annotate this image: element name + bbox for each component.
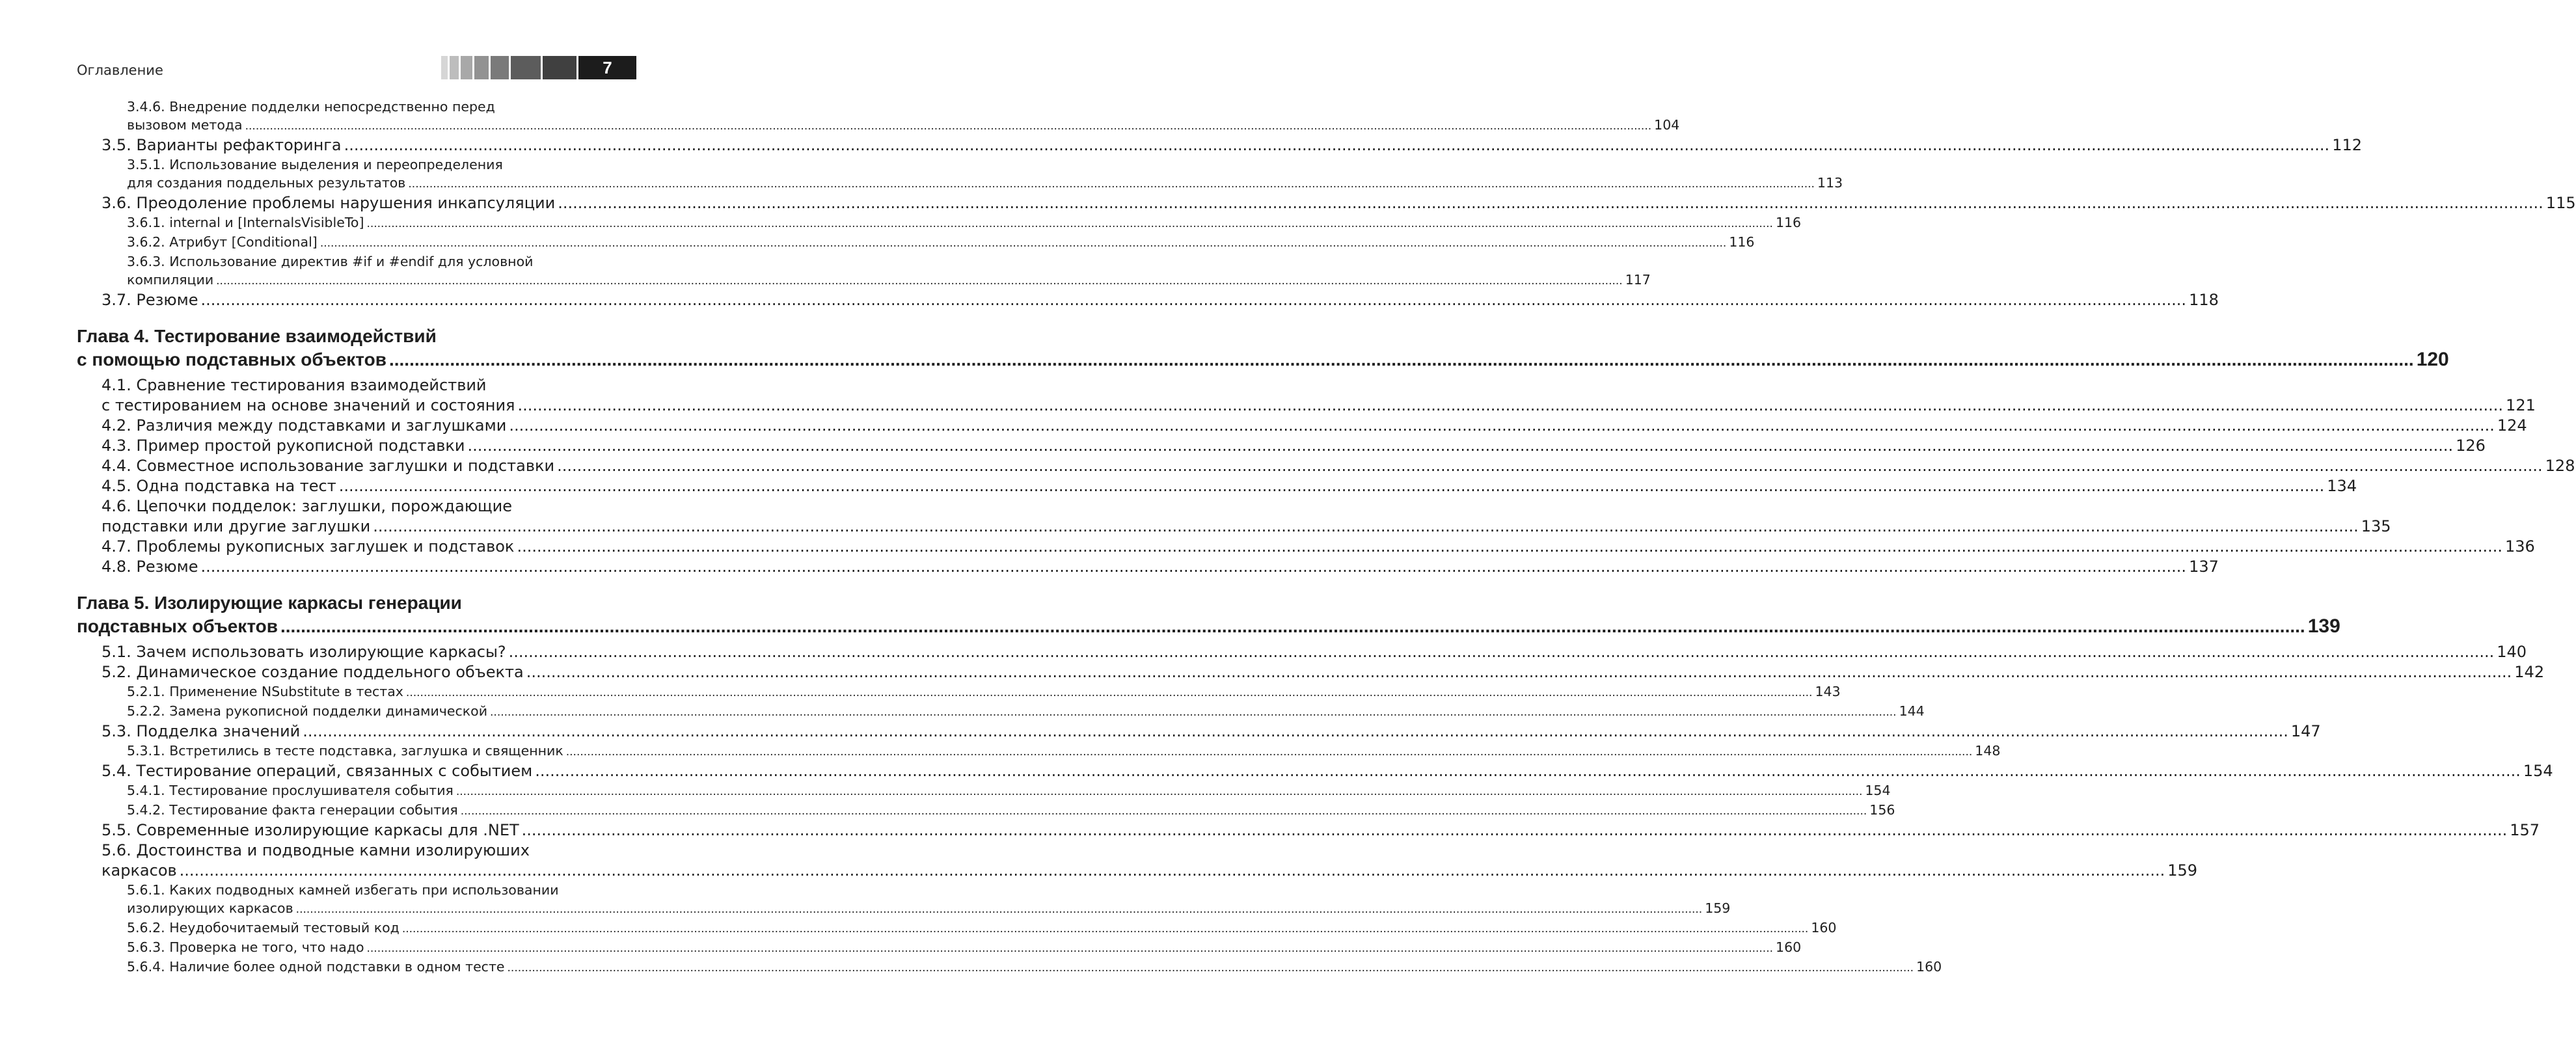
entry-line [127,958,1942,977]
entry-line [102,193,2576,213]
entry-title: 4.4. Совместное использование заглушки и подставки [102,457,555,475]
toc-entry [77,436,2486,456]
entry-page-number: 159 [2167,861,2198,880]
dot-leader: ................................................................................................................................................................................................................................................................................................................................................................................................................ [460,805,1867,818]
dot-leader: ................................................................................................................................................................................................................................................................................................................................................................................................................ [405,686,1813,699]
entry-title: 4.8. Резюме [102,558,198,576]
entry-line [127,919,1837,938]
toc-entry [77,702,1925,721]
dot-leader: ................................................................................................................................................................................................................................................................................................................................................................................................................ [319,237,1727,250]
toc-entry [77,496,2391,537]
dot-leader: ................................................................................................................................................................................................................................................................................................................................................................................................................ [517,396,2504,414]
toc-entry [77,155,1843,193]
entry-page-number: 120 [2416,349,2449,370]
toc-entry [77,742,2001,761]
dot-leader: ................................................................................................................................................................................................................................................................................................................................................................................................................ [508,643,2495,661]
entry-line [102,436,2486,456]
entry-title: 4.5. Одна подставка на тест [102,477,336,495]
entry-page-number: 116 [1775,215,1802,230]
entry-line [127,742,2001,761]
entry-title-continuation: компиляции [127,272,214,288]
entry-line [102,662,2545,682]
toc-entry [77,958,1942,977]
entry-title: 4.3. Пример простой рукописной подставки [102,437,465,455]
toc-entry [77,135,2362,155]
page-header [77,56,636,82]
entry-line [127,801,1895,820]
dot-leader: ................................................................................................................................................................................................................................................................................................................................................................................................................ [408,178,1815,191]
entry-page-number: 104 [1654,117,1680,133]
dot-leader: ................................................................................................................................................................................................................................................................................................................................................................................................................ [216,275,1623,288]
entry-line [127,116,1680,135]
entry-line [127,233,1755,252]
entry-title-continuation: подставных объектов [77,616,278,636]
dot-leader: ................................................................................................................................................................................................................................................................................................................................................................................................................ [366,217,1773,230]
dot-leader: ................................................................................................................................................................................................................................................................................................................................................................................................................ [401,922,1809,936]
entry-line [127,174,1843,193]
entry-page-number: 113 [1817,175,1843,191]
entry-title: 5.4.1. Тестирование прослушивателя события [127,783,454,798]
dot-leader: ................................................................................................................................................................................................................................................................................................................................................................................................................ [179,861,2165,880]
toc-entry [77,919,1837,938]
toc-entry [77,781,1891,801]
dot-leader: ................................................................................................................................................................................................................................................................................................................................................................................................................ [200,558,2187,576]
decor-bar [461,56,472,79]
entry-title: 5.3. Подделка значений [102,722,301,740]
dot-leader: ................................................................................................................................................................................................................................................................................................................................................................................................................ [344,136,2330,154]
toc-entry [77,642,2527,662]
dot-leader: ................................................................................................................................................................................................................................................................................................................................................................................................................ [388,349,2414,370]
entry-title: 5.3.1. Встретились в тесте подставка, заглушка и священник [127,743,563,759]
chapter-entry [77,591,2340,638]
entry-title: 4.7. Проблемы рукописных заглушек и подставок [102,537,515,556]
dot-leader: ................................................................................................................................................................................................................................................................................................................................................................................................................ [338,477,2325,495]
dot-leader: ................................................................................................................................................................................................................................................................................................................................................................................................................ [526,663,2512,681]
entry-line [102,135,2362,155]
decor-bar [543,56,576,79]
entry-title: 3.5.1. Использование выделения и переопределения [127,157,503,172]
entry-line [102,416,2527,436]
entry-title: 5.6.2. Неудобочитаемый тестовый код [127,920,400,936]
toc-entry [77,290,2219,310]
entry-title: 3.6.3. Использование директив #if и #endif для условной [127,254,534,269]
page-number: 7 [578,56,636,79]
toc-entry [77,193,2576,213]
dot-leader: ................................................................................................................................................................................................................................................................................................................................................................................................................ [373,517,2359,535]
entry-title-continuation: подставки или другие заглушки [102,517,371,535]
entry-page-number: 116 [1729,234,1755,250]
entry-title: 5.2.2. Замена рукописной подделки динамической [127,703,488,719]
entry-page-number: 126 [2456,437,2486,455]
toc-entry [77,213,1802,233]
toc-entry [77,820,2540,841]
decor-bar [491,56,509,79]
dot-leader: ................................................................................................................................................................................................................................................................................................................................................................................................................ [455,785,1863,798]
entry-line [102,517,2391,537]
entry-title: 5.6.1. Каких подводных камней избегать при использовании [127,882,559,898]
entry-page-number: 156 [1869,802,1895,818]
decor-bar [511,56,541,79]
toc-entry [77,761,2553,781]
entry-title: 3.7. Резюме [102,291,198,309]
dot-leader: ................................................................................................................................................................................................................................................................................................................................................................................................................ [303,722,2288,740]
entry-title: 5.5. Современные изолирующие каркасы для .NET [102,821,519,839]
entry-page-number: 140 [2497,643,2527,661]
dot-leader: ................................................................................................................................................................................................................................................................................................................................................................................................................ [280,616,2305,636]
dot-leader: ................................................................................................................................................................................................................................................................................................................................................................................................................ [507,962,1914,975]
toc-entry [77,252,1651,290]
entry-page-number: 154 [1865,783,1891,798]
entry-title: 5.6.3. Проверка не того, что надо [127,939,364,955]
dot-leader: ................................................................................................................................................................................................................................................................................................................................................................................................................ [509,416,2495,435]
toc-entry [77,537,2535,557]
entry-page-number: 148 [1975,743,2001,759]
dot-leader: ................................................................................................................................................................................................................................................................................................................................................................................................................ [517,537,2502,556]
entry-page-number: 115 [2545,194,2576,212]
entry-page-number: 135 [2361,517,2391,535]
entry-page-number: 143 [1815,684,1841,699]
entry-line [102,721,2321,742]
entry-title: 5.4. Тестирование операций, связанных с событием [102,762,533,780]
entry-title: 4.1. Сравнение тестирования взаимодействий [102,376,487,394]
entry-page-number: 124 [2497,416,2527,435]
toc-entry [77,881,1731,919]
decor-bar [474,56,489,79]
entry-title: 3.6.1. internal и [InternalsVisibleTo] [127,215,364,230]
dot-leader: ................................................................................................................................................................................................................................................................................................................................................................................................................ [521,821,2508,839]
decor-bar [450,56,459,79]
dot-leader: ................................................................................................................................................................................................................................................................................................................................................................................................................ [200,291,2187,309]
dot-leader: ................................................................................................................................................................................................................................................................................................................................................................................................................ [467,437,2454,455]
entry-page-number: 160 [1811,920,1837,936]
entry-line [127,938,1802,958]
dot-leader: ................................................................................................................................................................................................................................................................................................................................................................................................................ [245,120,1652,133]
chapter-entry [77,325,2449,371]
entry-line [102,290,2219,310]
entry-page-number: 136 [2505,537,2535,556]
entry-title: 4.2. Различия между подставками и заглушками [102,416,507,435]
entry-line [127,271,1651,290]
toc-entry [77,721,2321,742]
entry-line [102,642,2527,662]
toc-entry [77,98,1680,135]
entry-title-continuation: с помощью подставных объектов [77,349,386,370]
entry-line [102,761,2553,781]
toc-entry [77,662,2545,682]
entry-page-number: 128 [2545,457,2575,475]
entry-page-number: 144 [1899,703,1925,719]
entry-title: Глава 4. Тестирование взаимодействий [77,326,437,346]
entry-line [127,213,1802,233]
table-of-contents [77,98,2576,977]
decor-bar [441,56,448,79]
toc-entry [77,801,1895,820]
entry-page-number: 154 [2523,762,2553,780]
entry-page-number: 157 [2510,821,2540,839]
entry-page-number: 147 [2290,722,2321,740]
toc-entry [77,456,2575,476]
entry-title-continuation: с тестированием на основе значений и состояния [102,396,515,414]
entry-title-continuation: изолирующих каркасов [127,900,293,916]
entry-line [127,682,1841,702]
toc-entry [77,938,1802,958]
entry-line [127,702,1925,721]
entry-line [77,348,2449,371]
dot-leader: ................................................................................................................................................................................................................................................................................................................................................................................................................ [558,194,2543,212]
entry-title: 5.2. Динамическое создание поддельного объекта [102,663,524,681]
entry-title: 3.6. Преодоление проблемы нарушения инкапсуляции [102,194,556,212]
toc-entry [77,476,2357,496]
entry-page-number: 160 [1776,939,1802,955]
entry-title: 5.1. Зачем использовать изолирующие каркасы? [102,643,506,661]
toc-entry [77,416,2527,436]
entry-title: 3.5. Варианты рефакторинга [102,136,342,154]
entry-line [102,861,2198,881]
entry-title: 5.4.2. Тестирование факта генерации события [127,802,458,818]
toc-entry [77,682,1841,702]
entry-title-continuation: каркасов [102,861,177,880]
entry-page-number: 121 [2506,396,2536,414]
entry-page-number: 134 [2327,477,2357,495]
entry-page-number: 159 [1705,900,1731,916]
entry-page-number: 137 [2189,558,2219,576]
entry-line [102,557,2219,577]
entry-line [102,476,2357,496]
entry-line [102,820,2540,841]
entry-page-number: 139 [2307,615,2340,637]
entry-line [77,615,2340,638]
entry-title: 4.6. Цепочки подделок: заглушки, порождающие [102,497,512,515]
entry-title: 5.2.1. Применение NSubstitute в тестах [127,684,403,699]
entry-title-continuation: вызовом метода [127,117,243,133]
dot-leader: ................................................................................................................................................................................................................................................................................................................................................................................................................ [565,746,1973,759]
entry-title-continuation: для создания поддельных результатов [127,175,406,191]
entry-title: 5.6. Достоинства и подводные камни изолируюших [102,841,530,859]
dot-leader: ................................................................................................................................................................................................................................................................................................................................................................................................................ [366,942,1774,955]
entry-page-number: 160 [1916,959,1942,975]
entry-page-number: 118 [2189,291,2219,309]
running-head: Оглавление [77,62,163,78]
entry-line [127,899,1731,919]
toc-entry [77,233,1755,252]
entry-line [102,456,2575,476]
entry-title: 5.6.4. Наличие более одной подставки в одном тесте [127,959,505,975]
dot-leader: ................................................................................................................................................................................................................................................................................................................................................................................................................ [557,457,2543,475]
entry-title: 3.6.2. Атрибут [Conditional] [127,234,318,250]
toc-entry [77,375,2536,416]
dot-leader: ................................................................................................................................................................................................................................................................................................................................................................................................................ [535,762,2521,780]
entry-line [102,537,2535,557]
dot-leader: ................................................................................................................................................................................................................................................................................................................................................................................................................ [295,903,1703,916]
entry-title: Глава 5. Изолирующие каркасы генерации [77,593,462,613]
dot-leader: ................................................................................................................................................................................................................................................................................................................................................................................................................ [490,706,1897,719]
entry-title: 3.4.6. Внедрение подделки непосредственно перед [127,99,495,114]
toc-entry [77,557,2219,577]
entry-page-number: 142 [2514,663,2545,681]
entry-page-number: 117 [1625,272,1651,288]
entry-page-number: 112 [2332,136,2362,154]
toc-entry [77,841,2198,881]
entry-line [102,396,2536,416]
decorative-bars [441,56,576,79]
entry-line [127,781,1891,801]
